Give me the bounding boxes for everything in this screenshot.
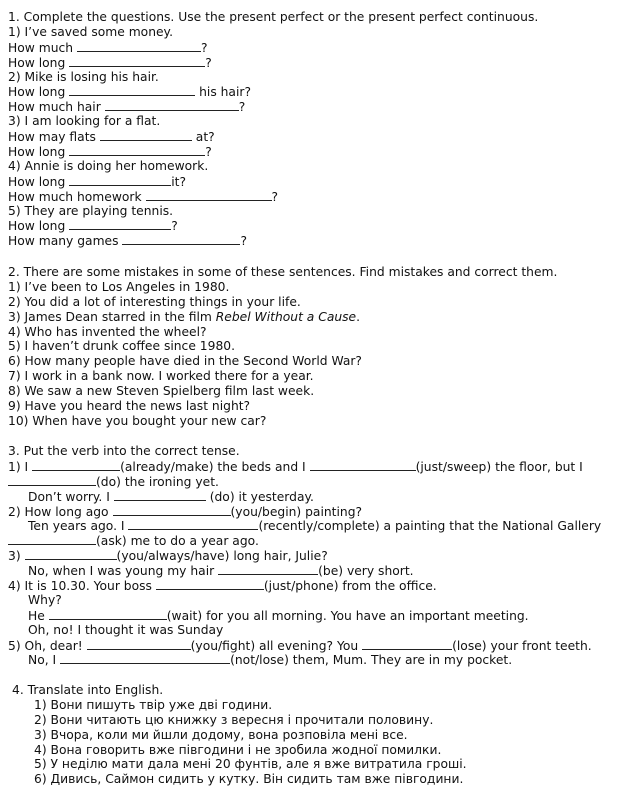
answer-blank[interactable] bbox=[60, 652, 230, 664]
translate-item-3: 3) Вчора, коли ми йшли додому, вона розповіла мені все. bbox=[34, 727, 408, 742]
section-4 bbox=[0, 683, 640, 787]
item-3-question-2: How long ? bbox=[8, 145, 212, 160]
answer-blank[interactable] bbox=[69, 144, 205, 156]
answer-blank[interactable] bbox=[105, 99, 239, 111]
answer-blank[interactable] bbox=[8, 474, 96, 486]
ex3-line: Don’t worry. I (do) it yesterday. bbox=[28, 489, 314, 504]
section-2-heading: 2. There are some mistakes in some of these sentences. Find mistakes and correct them. bbox=[8, 265, 558, 279]
answer-blank[interactable] bbox=[218, 563, 318, 575]
ex3-line: (ask) me to do a year ago. bbox=[0, 533, 640, 548]
item-5-question-1: How long ? bbox=[8, 219, 178, 234]
translate-item-4: 4) Вона говорить вже півгодини і не зробила жодної помилки. bbox=[34, 742, 442, 757]
sentence-5: 5) I haven’t drunk coffee since 1980. bbox=[8, 339, 235, 354]
section-3-heading: 3. Put the verb into the correct tense. bbox=[8, 444, 240, 458]
answer-blank[interactable] bbox=[113, 504, 231, 516]
sentence-6: 6) How many people have died in the Second World War? bbox=[8, 354, 362, 369]
item-3-question-1: How may flats at? bbox=[8, 130, 215, 145]
item-2-question-2: How much hair ? bbox=[8, 100, 246, 115]
answer-blank[interactable] bbox=[362, 638, 452, 650]
ex3-line: 1) I (already/make) the beds and I (just/sweep) the floor, but I bbox=[8, 459, 583, 474]
ex3-line: Why? bbox=[28, 592, 62, 607]
ex3-line: 2) How long ago (you/begin) painting? bbox=[8, 504, 363, 519]
item-3-stem: 3) I am looking for a flat. bbox=[8, 114, 161, 129]
answer-blank[interactable] bbox=[128, 518, 258, 530]
answer-blank[interactable] bbox=[69, 84, 195, 96]
translate-item-2: 2) Вони читають цю книжку з вересня і прочитали половину. bbox=[34, 712, 434, 727]
item-1-stem: 1) I’ve saved some money. bbox=[8, 24, 173, 39]
ex3-line: 5) Oh, dear! (you/fight) all evening? You (lose) your front teeth. bbox=[8, 638, 592, 653]
ex3-line: He (wait) for you all morning. You have an important meeting. bbox=[28, 608, 529, 623]
answer-blank[interactable] bbox=[32, 459, 120, 471]
item-2-question-1: How long his hair? bbox=[8, 85, 251, 100]
sentence-10: 10) When have you bought your new car? bbox=[8, 413, 267, 428]
answer-blank[interactable] bbox=[49, 608, 167, 620]
translate-item-1: 1) Вони пишуть твір уже дві години. bbox=[34, 697, 273, 712]
answer-blank[interactable] bbox=[25, 548, 117, 560]
sentence-3: 3) James Dean starred in the film Rebel Without a Cause. bbox=[8, 309, 361, 324]
item-5-question-2: How many games ? bbox=[8, 234, 247, 249]
ex3-line: No, I (not/lose) them, Mum. They are in my pocket. bbox=[28, 653, 513, 668]
item-1-question-1: How much ? bbox=[8, 40, 208, 55]
answer-blank[interactable] bbox=[122, 233, 240, 245]
section-1-heading: 1. Complete the questions. Use the present perfect or the present perfect continuous. bbox=[8, 10, 539, 24]
sentence-9: 9) Have you heard the news last night? bbox=[8, 399, 251, 414]
sentence-8: 8) We saw a new Steven Spielberg film last week. bbox=[8, 384, 315, 399]
answer-blank[interactable] bbox=[69, 55, 205, 67]
answer-blank[interactable] bbox=[146, 189, 272, 201]
sentence-1: 1) I’ve been to Los Angeles in 1980. bbox=[8, 279, 230, 294]
ex3-line: No, when I was young my hair (be) very short. bbox=[28, 564, 414, 579]
section-4-heading: 4. Translate into English. bbox=[12, 683, 164, 697]
item-4-question-2: How much homework ? bbox=[8, 189, 279, 204]
answer-blank[interactable] bbox=[77, 40, 201, 52]
item-5-stem: 5) They are playing tennis. bbox=[8, 203, 174, 218]
translate-item-6: 6) Дивись, Саймон сидить у кутку. Він сидить там вже півгодини. bbox=[34, 772, 464, 787]
answer-blank[interactable] bbox=[310, 459, 416, 471]
item-2-stem: 2) Mike is losing his hair. bbox=[8, 69, 159, 84]
answer-blank[interactable] bbox=[69, 218, 171, 230]
answer-blank[interactable] bbox=[87, 638, 191, 650]
sentence-7: 7) I work in a bank now. I worked there for a year. bbox=[8, 369, 314, 384]
film-title: Rebel Without a Cause bbox=[215, 309, 357, 324]
ex3-line: 3) (you/always/have) long hair, Julie? bbox=[8, 549, 328, 564]
ex3-line: Ten years ago. I (recently/complete) a painting that the National Gallery bbox=[28, 519, 602, 534]
answer-blank[interactable] bbox=[100, 129, 192, 141]
answer-blank[interactable] bbox=[156, 578, 264, 590]
ex3-line: (do) the ironing yet. bbox=[0, 474, 640, 489]
answer-blank[interactable] bbox=[8, 533, 96, 545]
item-4-question-1: How long it? bbox=[8, 174, 186, 189]
sentence-2: 2) You did a lot of interesting things in your life. bbox=[8, 294, 301, 309]
answer-blank[interactable] bbox=[69, 174, 171, 186]
translate-item-5: 5) У неділю мати дала мені 20 фунтів, але я вже витратила гроші. bbox=[34, 757, 467, 772]
section-1 bbox=[0, 10, 640, 248]
answer-blank[interactable] bbox=[114, 489, 206, 501]
section-3 bbox=[0, 444, 640, 667]
section-2 bbox=[0, 265, 640, 429]
ex3-line: 4) It is 10.30. Your boss (just/phone) from the office. bbox=[8, 579, 437, 594]
item-4-stem: 4) Annie is doing her homework. bbox=[8, 158, 209, 173]
ex3-line: Oh, no! I thought it was Sunday bbox=[28, 622, 224, 637]
sentence-4: 4) Who has invented the wheel? bbox=[8, 324, 207, 339]
item-1-question-2: How long ? bbox=[8, 55, 212, 70]
